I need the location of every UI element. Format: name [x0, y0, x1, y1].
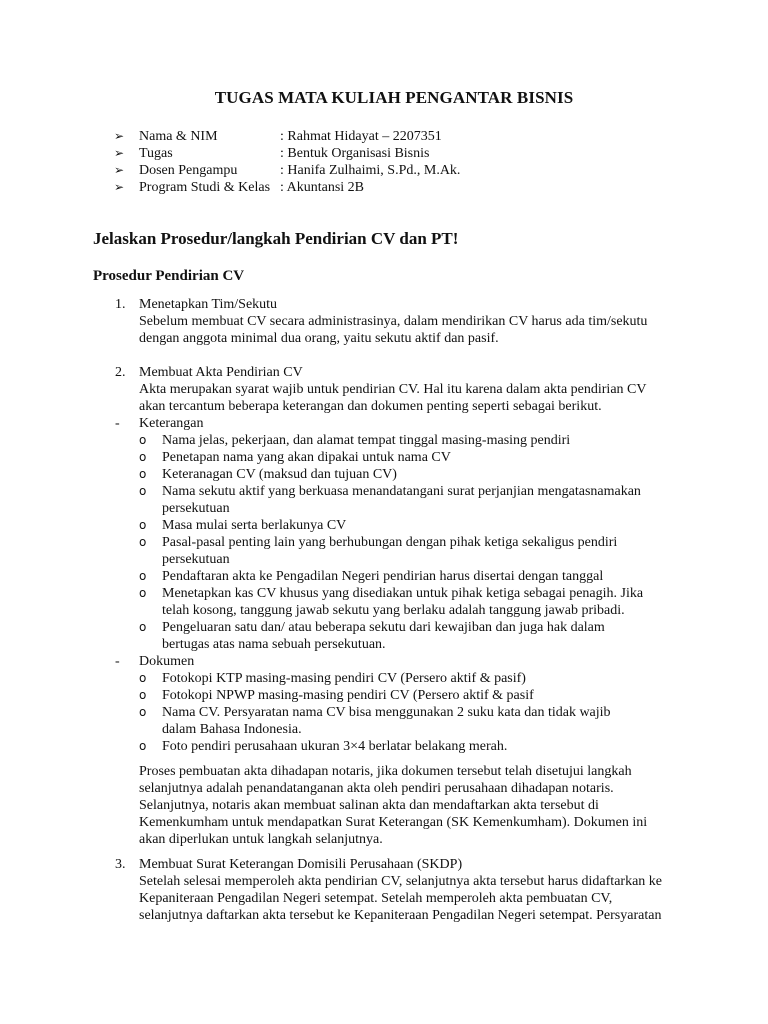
dokumen-group	[115, 653, 675, 670]
bullet-text: Pengeluaran satu dan/ atau beberapa sekutu dari kewajiban dan juga hak dalam	[162, 620, 605, 635]
bullet-item	[115, 432, 675, 449]
bullet-item	[115, 517, 675, 534]
paragraph-line: Kemenkumham untuk mendapatkan Surat Keterangan (SK Kemenkumham). Dokumen ini	[139, 815, 648, 830]
arrow-bullet-icon: ➢	[114, 129, 125, 143]
circle-bullet-icon: o	[139, 484, 147, 498]
bullet-item	[115, 466, 675, 483]
circle-bullet-icon: o	[139, 450, 147, 464]
document-title: TUGAS MATA KULIAH PENGANTAR BISNIS	[214, 88, 574, 107]
procedure-list	[115, 296, 675, 924]
circle-bullet-icon: o	[139, 535, 147, 549]
dash-bullet: -	[115, 654, 120, 669]
student-info	[114, 128, 460, 196]
info-label: Nama & NIM	[139, 129, 218, 144]
arrow-bullet-icon: ➢	[114, 163, 125, 177]
step-item	[115, 364, 675, 415]
bullet-item	[115, 687, 675, 704]
spacer	[115, 347, 675, 364]
bullet-text: Fotokopi NPWP masing-masing pendiri CV (Persero aktif & pasif	[162, 688, 534, 703]
bullet-text: Masa mulai serta berlakunya CV	[162, 518, 347, 533]
question-heading: Jelaskan Prosedur/langkah Pendirian CV dan PT!	[93, 229, 459, 248]
step-title: Menetapkan Tim/Sekutu	[139, 297, 278, 312]
info-row	[114, 128, 460, 145]
circle-bullet-icon: o	[139, 688, 147, 702]
circle-bullet-icon: o	[139, 705, 147, 719]
step-text: akan tercantum beberapa keterangan dan dokumen penting seperti sebagai berikut.	[139, 399, 602, 414]
bullet-item	[115, 704, 675, 738]
spacer	[115, 848, 675, 856]
info-value: : Bentuk Organisasi Bisnis	[280, 146, 430, 161]
info-value: : Akuntansi 2B	[280, 180, 365, 195]
circle-bullet-icon: o	[139, 518, 147, 532]
circle-bullet-icon: o	[139, 739, 147, 753]
step-text: Setelah selesai memperoleh akta pendirian CV, selanjutnya akta tersebut harus didaftarkan ke	[139, 874, 663, 889]
bullet-item	[115, 483, 675, 517]
closing-paragraph	[115, 763, 675, 848]
info-row	[114, 145, 460, 162]
bullet-text: dalam Bahasa Indonesia.	[162, 722, 302, 737]
bullet-item	[115, 738, 675, 755]
bullet-text: persekutuan	[162, 552, 230, 567]
bullet-text: telah kosong, tanggung jawab sekutu yang berlaku adalah tanggung jawab pribadi.	[162, 603, 625, 618]
section-subheading: Prosedur Pendirian CV	[93, 268, 245, 284]
bullet-text: Nama CV. Persyaratan nama CV bisa menggunakan 2 suku kata dan tidak wajib	[162, 705, 611, 720]
info-value: : Rahmat Hidayat – 2207351	[280, 129, 442, 144]
paragraph-line: selanjutnya adalah penandatanganan akta oleh pendiri perusahaan dihadapan notaris.	[139, 781, 614, 796]
keterangan-group	[115, 415, 675, 432]
bullet-text: Fotokopi KTP masing-masing pendiri CV (Persero aktif & pasif)	[162, 671, 526, 686]
info-label: Program Studi & Kelas	[139, 180, 271, 195]
step-number: 1.	[115, 297, 126, 312]
info-label: Tugas	[139, 146, 173, 161]
bullet-text: Penetapan nama yang akan dipakai untuk nama CV	[162, 450, 451, 465]
spacer	[115, 755, 675, 763]
bullet-text: Keteranagan CV (maksud dan tujuan CV)	[162, 467, 397, 482]
step-number: 3.	[115, 857, 126, 872]
bullet-text: Nama jelas, pekerjaan, dan alamat tempat tinggal masing-masing pendiri	[162, 433, 571, 448]
step-text: dengan anggota minimal dua orang, yaitu sekutu aktif dan pasif.	[139, 331, 499, 346]
bullet-text: Nama sekutu aktif yang berkuasa menandatangani surat perjanjian mengatasnamakan	[162, 484, 641, 499]
bullet-item	[115, 619, 675, 653]
dash-bullet: -	[115, 416, 120, 431]
bullet-text: bertugas atas nama sebuah persekutuan.	[162, 637, 386, 652]
info-row	[114, 179, 460, 196]
bullet-text: Menetapkan kas CV khusus yang disediakan untuk pihak ketiga sebagai penagih. Jika	[162, 586, 644, 601]
bullet-item	[115, 534, 675, 568]
paragraph-line: Selanjutnya, notaris akan membuat salinan akta dan mendaftarkan akta tersebut di	[139, 798, 599, 813]
step-item	[115, 296, 675, 347]
step-text: selanjutnya daftarkan akta tersebut ke Kepaniteraan Pengadilan Negeri setempat. Persyaratan	[139, 908, 662, 923]
info-value: : Hanifa Zulhaimi, S.Pd., M.Ak.	[280, 163, 461, 178]
bullet-item	[115, 670, 675, 687]
step-number: 2.	[115, 365, 126, 380]
bullet-text: Foto pendiri perusahaan ukuran 3×4 berlatar belakang merah.	[162, 739, 508, 754]
arrow-bullet-icon: ➢	[114, 180, 125, 194]
step-title: Membuat Surat Keterangan Domisili Perusahaan (SKDP)	[139, 857, 463, 872]
step-item	[115, 856, 675, 924]
circle-bullet-icon: o	[139, 433, 147, 447]
bullet-item	[115, 585, 675, 619]
circle-bullet-icon: o	[139, 569, 147, 583]
dokumen-label: Dokumen	[139, 654, 195, 669]
circle-bullet-icon: o	[139, 671, 147, 685]
info-label: Dosen Pengampu	[139, 163, 238, 178]
bullet-text: persekutuan	[162, 501, 230, 516]
step-text: Kepaniteraan Pengadilan Negeri setempat. Setelah memperoleh akta pembuatan CV,	[139, 891, 613, 906]
bullet-text: Pendaftaran akta ke Pengadilan Negeri pendirian harus disertai dengan tanggal	[162, 569, 604, 584]
keterangan-label: Keterangan	[139, 416, 204, 431]
bullet-item	[115, 449, 675, 466]
arrow-bullet-icon: ➢	[114, 146, 125, 160]
bullet-item	[115, 568, 675, 585]
step-text: Akta merupakan syarat wajib untuk pendirian CV. Hal itu karena dalam akta pendirian CV	[139, 382, 647, 397]
paragraph-line: akan diperlukan untuk langkah selanjutnya.	[139, 832, 383, 847]
info-row	[114, 162, 460, 179]
circle-bullet-icon: o	[139, 620, 147, 634]
step-text: Sebelum membuat CV secara administrasinya, dalam mendirikan CV harus ada tim/sekutu	[139, 314, 648, 329]
step-title: Membuat Akta Pendirian CV	[139, 365, 303, 380]
paragraph-line: Proses pembuatan akta dihadapan notaris, jika dokumen tersebut telah disetujui langkah	[139, 764, 632, 779]
circle-bullet-icon: o	[139, 586, 147, 600]
bullet-text: Pasal-pasal penting lain yang berhubungan dengan pihak ketiga sekaligus pendiri	[162, 535, 618, 550]
circle-bullet-icon: o	[139, 467, 147, 481]
